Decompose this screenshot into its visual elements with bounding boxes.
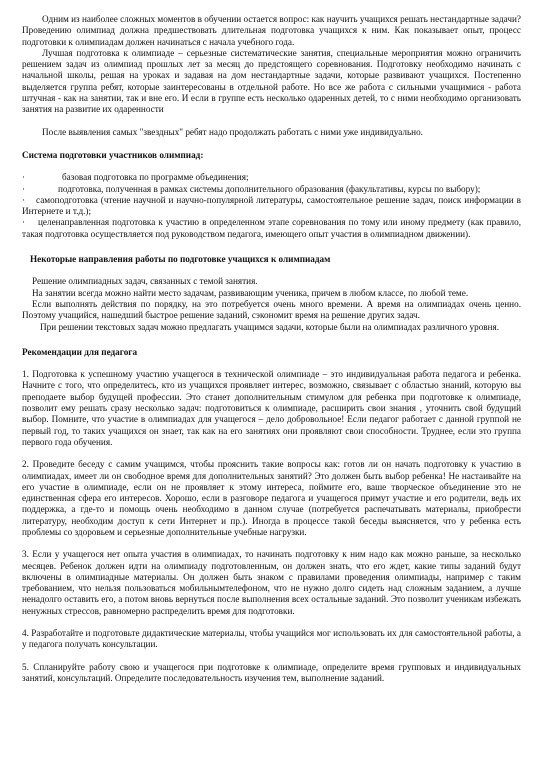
bullet-mark: · [22, 183, 26, 194]
recommendation-1: 1. Подготовка к успешному участию учащегося в технической олимпиаде – это индивидуальная работа педагога и ребенка. Начните с того, что определитесь, кто из учащихся проявляет интерес, возможно, связывает с областью знаний, которую вы преподаете выбор будущей профессии. Это станет дополнительным стимулом для ребенка при подготовке к олимпиаде, позволит ему решать сразу несколько задач: подготовиться к олимпиаде, расширить свои знания , уточнить свой будущий выбор. Помните, что участие в олимпиадах для учащегося – дело добровольное! Если педагог работает с данной группой не первый год, то таких учащихся он знает, так как на его занятиях они проявляют свои способности. Труднее, если это группа первого года обучения. [22, 369, 521, 447]
directions-paragraph-4: При решении текстовых задач можно предлагать учащимся задачи, которые были на олимпиадах различного уровня. [40, 321, 500, 332]
directions-paragraph-2: На занятии всегда можно найти место задачам, развивающим ученика, причем в любом классе, по любой теме. [32, 287, 469, 298]
intro-paragraph-1: Одним из наиболее сложных моментов в обучении остается вопрос: как научить учащихся решать нестандартные задачи? Проведению олимпиад должна предшествовать длительная подготовка учащихся к ним. Как показывает опыт, процесс подготовки к олимпиадам должен начинаться с начала учебного года. [22, 14, 521, 47]
system-heading: Система подготовки участников олимпиад: [22, 149, 204, 160]
list-item [22, 172, 521, 183]
list-item [22, 217, 521, 240]
list-item [22, 195, 521, 218]
list-item [22, 184, 521, 195]
list-item-text: подготовка, полученная в рамках системы дополнительного образования (факультативы, курсы по выбору); [58, 183, 481, 194]
recommendation-4: 4. Разработайте и подготовьте дидактические материалы, чтобы учащийся мог использовать их для самостоятельной работы, а у педагога получать консультации. [22, 628, 521, 650]
bullet-mark: · [22, 194, 26, 205]
recommendations-heading: Рекомендации для педагога [22, 346, 138, 357]
intro-paragraph-3: После выявления самых "звездных" ребят надо продолжать работать с ними уже индивидуально. [42, 126, 423, 137]
bullet-mark: · [22, 217, 26, 228]
bullet-mark: · [22, 172, 26, 183]
recommendation-5: 5. Спланируйте работу свою и учащегося при подготовке к олимпиаде, определите время групповых и индивидуальных занятий, консультаций. Определите последовательность изучения тем, выполнение заданий. [22, 661, 521, 683]
list-item-text: базовая подготовка по программе объединения; [62, 172, 249, 183]
directions-paragraph-1: Решение олимпиадных задач, связанных с темой занятия. [32, 276, 258, 287]
intro-paragraph-2: Лучшая подготовка к олимпиаде – серьезные систематические занятия, специальные мероприятия можно ограничить решением задач из олимпиад прошлых лет за месяц до предстоящего соревнования. Подготовку необходимо начинать с начальной школы, решая на уроках и задавая на дом нестандартные задачи, которые развивают учащихся. Постепенно выделяется группа ребят, которые заинтересованы в отдельной работе. Но все же работа с сильными учащимися - работа штучная - как на занятии, так и вне его. И если в группе есть несколько одаренных детей, то с ними необходимо организовать занятия на развитие их одаренности [22, 47, 521, 115]
list-item-text: целенаправленная подготовка к участию в определенном этапе соревнования по тому или иному предмету (как правило, такая подготовка осуществляется под руководством педагога, имеющего опыт участия в олимпиадном движении). [22, 217, 521, 239]
directions-paragraph-3: Если выполнять действия по порядку, на это потребуется очень много времени. А время на олимпиадах очень ценно. Поэтому учащийся, нашедший быстрое решение заданий, сэкономит время на решение других задач. [22, 298, 521, 321]
recommendation-2: 2. Проведите беседу с самим учащимся, чтобы прояснить такие вопросы как: готов ли он начать подготовку к участию в олимпиадах, имеет ли он свободное время для дополнительных занятий? Это должен быть выбор ребенка! Не настаивайте на его участие в олимпиаде, если он не проявляет к этому интереса, поймите его, ваше творческое объединение это не единственная сфера его интересов. Хорошо, если в разговоре педагога и учащегося примут участие и его родители, ведь их поддержка, а где-то и помощь очень необходимо в данном случае (потребуется распечатывать материалы, приобрести литературу, необходим доступ к сети Интернет и пр.). Иногда в процессе такой беседы выясняется, что у ребенка есть проблемы со здоровьем и серьезные дополнительные учебные нагрузки. [22, 459, 521, 537]
list-item-text: самоподготовка (чтение научной и научно-популярной литературы, самостоятельное решение задач, поиск информации в Интернете и т.д.); [22, 194, 521, 217]
directions-heading: Некоторые направления работы по подготовке учащихся к олимпиадам [30, 254, 331, 265]
recommendation-3: 3. Если у учащегося нет опыта участия в олимпиадах, то начинать подготовку к ним надо как можно раньше, за несколько месяцев. Ребенок должен идти на олимпиаду подготовленным, он должен знать, что его ждет, какие типы заданий будут включены в олимпиадные материалы. Он должен быть знаком с правилами проведения олимпиады, например с таким требованием, что нельзя пользоваться мобильнымтелефоном, что не нужно долго сидеть над сложным заданием, а лучше ненадолго оставить его, а потом вновь вернуться после выполнения всех остальные заданий. Это позволит ученикам избежать ненужных стрессов, равномерно распределить время для подготовки. [22, 549, 521, 616]
